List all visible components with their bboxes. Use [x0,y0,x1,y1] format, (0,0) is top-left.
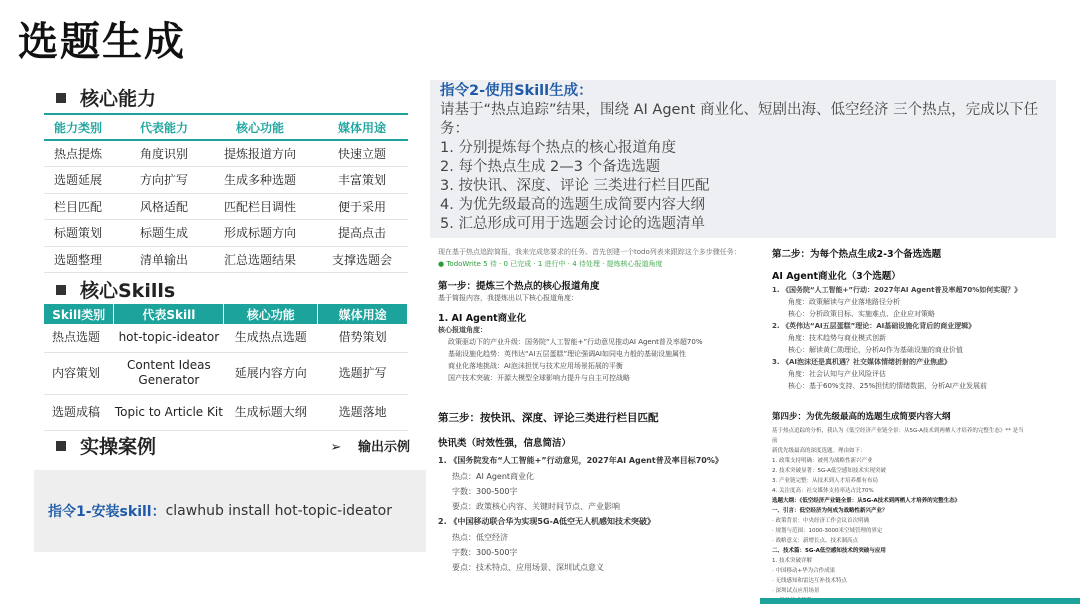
shot-line: 新优先级最高的深度选题。理由如下： [772,448,866,454]
table-cell: 风格适配 [124,193,204,220]
table-header-cell: 核心功能 [224,304,318,324]
table-cell: 丰富策划 [316,167,408,194]
bullet-square-icon [56,93,66,103]
shot-line: · 战略意义：新增长点、技术制高点 [772,538,858,544]
table-header-row [44,114,408,140]
core-ability-heading [56,84,156,111]
table-cell: 便于采用 [316,193,408,220]
table-header-cell: 代表能力 [124,114,204,140]
table-row [44,394,408,430]
core-skills-title: 核心Skills [80,280,176,302]
table-cell: 热点选题 [44,324,114,352]
table-header-row [44,304,408,324]
shot-line: 选题大纲：《低空经济产业链全景：从5G-A技术到两栖人才培养的完整生态》 [772,498,961,504]
todo-status: ● TodoWrite 5 待 · 0 已完成 · 1 进行中 · 4 待处理 · 提炼核心报道角度 [438,260,663,268]
screenshot-step2 [766,244,1058,406]
install-instruction-box [34,470,426,552]
table-cell: 方向扩写 [124,167,204,194]
table-cell: 汇总选题结果 [204,246,316,273]
shot-item-point: 热点：低空经济 [452,533,508,542]
output-example-label: 输出示例 [357,440,410,455]
shot-line: 1. 政策支持明确：被列为战略性新兴产业 [772,458,873,464]
screenshot-step4 [766,406,1032,592]
screenshot-step3 [432,406,752,582]
shot-bullet: 政策驱动下的产业升级：国务院“人工智能+”行动意见推动AI Agent普及率超70% [448,338,703,346]
instruction-2-step: 2. 每个热点生成 2—3 个备选选题 [440,159,661,175]
table-cell: 支撑选题会 [316,246,408,273]
table-cell: Topic to Article Kit [114,394,224,430]
shot-line: 3. 产业链完整：从技术到人才培养都有布局 [772,478,878,484]
table-cell: 生成热点选题 [224,324,318,352]
table-cell: 标题生成 [124,220,204,247]
shot-line: 1. 技术突破详解 [772,558,812,564]
shot-item-point: 热点：AI Agent商业化 [452,472,535,481]
table-header-cell: 能力类别 [44,114,124,140]
shot-item-point: 要点：技术特点、应用场景、深圳试点意义 [452,563,604,572]
shot-item-detail: 核心：解读黄仁勋理论，分析AI作为基础设施的商业价值 [788,346,963,354]
bullet-square-icon [56,441,66,451]
instruction-2-step: 5. 汇总形成可用于选题会讨论的选题清单 [440,216,705,232]
shot-item-point: 字数：300-500字 [452,548,518,557]
shot-step-title: 第四步：为优先级最高的选题生成简要内容大纲 [772,412,951,422]
shot-bullet: 商业化落地挑战：AI泡沫担忧与技术应用场景拓展的平衡 [448,362,623,370]
table-cell: hot-topic-ideator [114,324,224,352]
shot-line: 二、技术篇：5G-A低空感知技术的突破与应用 [772,548,886,554]
bullet-square-icon [56,285,66,295]
shot-line: 一、引言：低空经济为何成为战略性新兴产业？ [772,508,888,514]
table-cell: 提炼报道方向 [204,140,316,167]
table-cell: 栏目匹配 [44,193,124,220]
core-ability-table [44,113,408,273]
table-cell: 清单输出 [124,246,204,273]
table-cell: 提高点击 [316,220,408,247]
table-cell: 快速立题 [316,140,408,167]
shot-line: 基于热点追踪的分析，我认为《低空经济产业链全景：从5G-A技术到两栖人才培养的完整生态》** 是当前 [772,428,1024,444]
table-cell: 标题策划 [44,220,124,247]
table-row [44,220,408,247]
table-cell: 匹配栏目调性 [204,193,316,220]
shot-step-title: 第三步：按快讯、深度、评论三类进行栏目匹配 [438,412,659,424]
table-cell: Content Ideas Generator [114,352,224,394]
shot-item-title: 1. 《国务院发布“人工智能+”行动意见，2027年AI Agent普及率目标70%》 [438,456,723,465]
shot-item-detail: 核心：基于60%支持、25%担忧的情绪数据，分析AI产业发展前 [788,382,987,390]
shot-line: · 规划与范围：1000-3000米空域管理的界定 [772,528,883,534]
output-example-link[interactable] [331,436,410,455]
shot-item-detail: 角度：社会认知与产业风险评估 [788,370,886,378]
shot-line: 4. 关注度高：社交媒体支持率达占比70% [772,488,874,494]
screenshot-step1 [432,244,752,404]
shot-line: · 中国移动+华为合作成果 [772,568,836,574]
shot-subtitle: 基于简报内容，我提炼出以下核心报道角度： [438,294,578,302]
table-cell: 选题扩写 [318,352,408,394]
practice-heading [56,432,156,459]
instruction-2-box [430,80,1056,238]
shot-step-title: 第二步：为每个热点生成2-3个备选选题 [772,249,942,260]
shot-bullet: 国产技术突破：开源大模型全球影响力提升与自主可控战略 [448,374,630,382]
table-cell: 形成标题方向 [204,220,316,247]
table-header-cell: 媒体用途 [316,114,408,140]
table-header-cell: 核心功能 [204,114,316,140]
table-cell: 生成标题大纲 [224,394,318,430]
shot-item-title: 2. 《英伟达“AI五层蛋糕”理论：AI基础设施化背后的商业逻辑》 [772,322,976,330]
table-row [44,140,408,167]
install-command: clawhub install hot-topic-ideator [165,503,392,519]
instruction-2-step: 4. 为优先级最高的选题生成简要内容大纲 [440,197,705,213]
table-row [44,324,408,352]
core-skills-table [44,304,408,431]
instruction-2-intro: 请基于“热点追踪”结果，围绕 AI Agent 商业化、短剧出海、低空经济 三个热点，完成以下任务： [440,102,1039,137]
instruction-2-step: 3. 按快讯、深度、评论 三类进行栏目匹配 [440,178,710,194]
table-cell: 选题整理 [44,246,124,273]
shot-item-title: 3. 《AI泡沫还是真机遇？社交媒体情绪折射的产业焦虑》 [772,358,951,366]
table-cell: 内容策划 [44,352,114,394]
table-cell: 生成多种选题 [204,167,316,194]
shot-topic: AI Agent商业化（3个选题） [772,271,901,282]
instruction-2-step: 1. 分别提炼每个热点的核心报道角度 [440,140,676,156]
shot-category: 快讯类（时效性强，信息简洁） [438,438,572,449]
table-cell: 延展内容方向 [224,352,318,394]
install-label: 指令1-安装skill： [48,504,166,520]
practice-row [40,432,410,459]
shot-item-detail: 核心：分析政策目标、实施难点、企业应对策略 [788,310,935,318]
table-cell: 借势策划 [318,324,408,352]
shot-line: · 深圳试点应用场景 [772,588,820,594]
shot-step-title: 第一步：提炼三个热点的核心报道角度 [438,281,600,292]
table-cell: 选题延展 [44,167,124,194]
shot-item-detail: 角度：技术趋势与商业模式创新 [788,334,886,342]
page-title: 选题生成 [18,19,186,65]
table-row [44,167,408,194]
practice-title: 实操案例 [80,436,157,458]
shot-item-point: 要点：政策核心内容、关键时间节点、产业影响 [452,502,620,511]
table-cell: 选题落地 [318,394,408,430]
shot-item-title: 1. 《国务院“人工智能+”行动：2027年AI Agent普及率超70%如何实现？》 [772,286,1022,294]
core-skills-heading [56,276,175,303]
table-header-cell: 代表Skill [114,304,224,324]
table-row [44,193,408,220]
table-cell: 角度识别 [124,140,204,167]
instruction-2-title: 指令2-使用Skill生成： [440,83,593,99]
shot-line: 2. 技术突破显著：5G-A低空感知技术实现突破 [772,468,886,474]
shot-intro: 现在基于热点追踪简报，我来完成您要求的任务。首先创建一个todo列表来跟踪这个多步骤任务： [438,248,741,256]
shot-item-title: 2. 《中国移动联合华为实现5G-A低空无人机感知技术突破》 [438,517,656,526]
table-row [44,352,408,394]
core-ability-title: 核心能力 [80,88,157,110]
shot-angle-label: 核心报道角度： [438,326,487,334]
shot-bullet: 基础设施化趋势：英伟达“AI五层蛋糕”理论强调AI如同电力般的基础设施属性 [448,350,686,358]
arrow-icon: ➢ [330,440,342,455]
table-row [44,246,408,273]
shot-item-point: 字数：300-500字 [452,487,518,496]
table-header-cell: 媒体用途 [318,304,408,324]
shot-line: · 政策背景：中央经济工作会议首次明确 [772,518,869,524]
bottom-accent-bar [760,598,1080,604]
table-cell: 热点提炼 [44,140,124,167]
shot-topic: 1. AI Agent商业化 [438,313,527,324]
shot-item-detail: 角度：政策解读与产业落地路径分析 [788,298,900,306]
shot-line: · 无线感知和雷达互补技术特点 [772,578,847,584]
table-header-cell: Skill类别 [44,304,114,324]
table-cell: 选题成稿 [44,394,114,430]
